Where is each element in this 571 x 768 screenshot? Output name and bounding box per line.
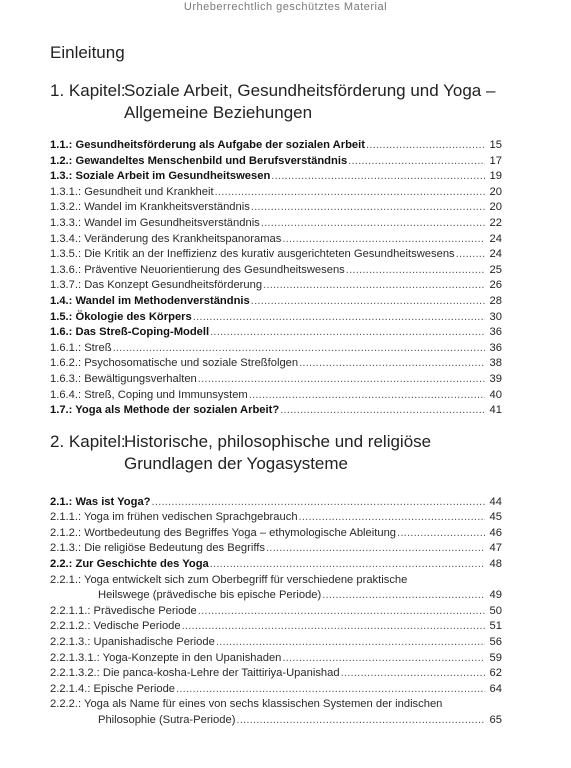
chapter-2-title-line1: Historische, philosophische und religiöse	[124, 431, 432, 451]
toc-entry	[50, 651, 502, 667]
toc-leader-dots	[299, 510, 485, 526]
toc-entry	[50, 278, 502, 294]
toc-entry-label: 2.2.1.2.: Vedische Periode	[50, 620, 181, 633]
toc-entry-label: 1.4.: Wandel im Methodenverständnis	[50, 294, 250, 307]
toc-leader-dots	[271, 169, 485, 185]
toc-entry-page: 46	[489, 526, 502, 539]
toc-entry-page: 24	[489, 248, 502, 261]
toc-entry-label: 1.6.: Das Streß-Coping-Modell	[50, 326, 210, 339]
toc-entry-label: 2.2.: Zur Geschichte des Yoga	[50, 558, 209, 571]
toc-entry	[50, 169, 502, 185]
toc-entry-page: 51	[489, 620, 502, 633]
toc-entry	[50, 325, 502, 341]
toc-entry	[50, 232, 502, 248]
toc-entry	[50, 138, 502, 154]
toc-leader-dots	[210, 325, 485, 341]
toc-entry	[50, 604, 502, 620]
toc-entry	[50, 200, 502, 216]
toc-entry	[50, 341, 502, 357]
toc-entry	[50, 557, 502, 573]
toc-entry-page: 65	[489, 714, 502, 726]
toc-leader-dots	[322, 588, 485, 604]
toc-entry	[50, 495, 502, 511]
toc-entry-page: 64	[489, 682, 502, 695]
toc-entry-label: 1.3.4.: Veränderung des Krankheitspanoramas	[50, 232, 282, 245]
toc-entry	[50, 510, 502, 526]
chapter-2-toc	[50, 495, 502, 729]
chapter-2-number: 2. Kapitel:	[50, 431, 126, 451]
toc-leader-dots	[280, 403, 485, 419]
toc-entry-page: 40	[489, 388, 502, 401]
toc-entry-label: 2.2.2.: Yoga als Name für eines von sechs klassischen Systemen der indischen	[50, 698, 443, 711]
toc-leader-dots	[397, 526, 485, 542]
toc-leader-dots	[251, 294, 485, 310]
toc-page	[50, 42, 502, 729]
toc-entry-label: 1.7.: Yoga als Methode der sozialen Arbeit?	[50, 404, 280, 417]
toc-entry	[50, 216, 502, 232]
toc-entry	[50, 619, 502, 635]
toc-entry-page: 20	[489, 201, 502, 214]
toc-entry	[50, 294, 502, 310]
toc-entry-page: 22	[489, 216, 502, 229]
chapter-2-title-line2: Grundlagen der Yogasysteme	[124, 453, 348, 473]
toc-entry-page: 38	[489, 357, 502, 370]
toc-entry-page: 56	[489, 636, 502, 649]
toc-entry-page: 48	[489, 558, 502, 571]
chapter-1-toc	[50, 138, 502, 419]
toc-leader-dots	[198, 372, 485, 388]
toc-entry	[50, 263, 502, 279]
chapter-1-title	[124, 80, 502, 124]
toc-leader-dots	[282, 651, 485, 667]
toc-entry-label: Philosophie (Sutra-Periode)	[98, 714, 236, 726]
toc-entry-label: 1.3.6.: Präventive Neuorientierung des Gesundheitswesens	[50, 263, 345, 276]
toc-entry	[50, 154, 502, 170]
toc-entry-page: 20	[489, 185, 502, 198]
chapter-2-title	[124, 431, 502, 475]
toc-entry-page: 28	[489, 294, 502, 307]
toc-entry-label: 1.3.1.: Gesundheit und Krankheit	[50, 185, 214, 198]
toc-entry	[50, 247, 502, 263]
toc-leader-dots	[210, 557, 485, 573]
toc-entry-label: 1.5.: Ökologie des Körpers	[50, 310, 192, 323]
toc-leader-dots	[198, 604, 485, 620]
toc-entry-label: 1.1.: Gesundheitsförderung als Aufgabe der sozialen Arbeit	[50, 139, 365, 151]
toc-entry	[50, 403, 502, 419]
toc-entry-label: 1.3.2.: Wandel im Krankheitsverständnis	[50, 201, 250, 214]
toc-entry-page: 15	[489, 139, 502, 151]
toc-entry	[50, 635, 502, 651]
chapter-1-number: 1. Kapitel:	[50, 81, 126, 100]
toc-leader-dots	[193, 310, 485, 326]
watermark: Urheberrechtlich geschütztes Material	[183, 1, 388, 13]
toc-entry	[50, 388, 502, 404]
toc-entry-page: 17	[489, 154, 502, 167]
toc-entry-label: 1.3.7.: Das Konzept Gesundheitsförderung	[50, 279, 263, 292]
toc-entry-label: 1.3.: Soziale Arbeit im Gesundheitswesen	[50, 170, 271, 183]
toc-leader-dots	[152, 495, 485, 511]
toc-entry-page: 59	[489, 651, 502, 664]
toc-leader-dots	[263, 278, 485, 294]
toc-entry	[50, 356, 502, 372]
toc-entry-page: 30	[489, 310, 502, 323]
toc-entry	[50, 541, 502, 557]
toc-entry-label: 2.1.: Was ist Yoga?	[50, 495, 151, 508]
toc-entry-label: 2.1.3.: Die religiöse Bedeutung des Begriffs	[50, 542, 265, 555]
toc-leader-dots	[346, 263, 485, 279]
chapter-1-title-line1: Soziale Arbeit, Gesundheitsförderung und Yoga –	[124, 81, 496, 100]
toc-entry	[50, 573, 502, 589]
toc-entry-page: 47	[489, 542, 502, 555]
toc-entry-label: 2.2.1.3.: Upanishadische Periode	[50, 636, 215, 649]
toc-entry	[50, 588, 502, 604]
toc-entry-page: 49	[489, 589, 502, 602]
toc-entry-page: 50	[489, 604, 502, 617]
toc-entry-page: 45	[489, 511, 502, 524]
toc-entry-label: 1.3.5.: Die Kritik an der Ineffizienz des kurativ ausgerichteten Gesundheitswesens	[50, 248, 455, 261]
toc-leader-dots	[236, 713, 485, 729]
toc-entry-label: 2.2.1.: Yoga entwickelt sich zum Oberbegriff für verschiedene praktische	[50, 573, 408, 586]
toc-entry-page: 62	[489, 667, 502, 680]
toc-leader-dots	[176, 682, 485, 698]
toc-leader-dots	[182, 619, 485, 635]
toc-entry	[50, 526, 502, 542]
chapter-1-heading	[50, 80, 502, 124]
toc-leader-dots	[456, 247, 485, 263]
toc-entry-label: 2.2.1.1.: Prävedische Periode	[50, 604, 197, 617]
toc-leader-dots	[261, 216, 485, 232]
toc-entry-page: 36	[489, 341, 502, 354]
toc-entry	[50, 310, 502, 326]
toc-leader-dots	[299, 356, 485, 372]
toc-entry-label: 2.2.1.3.2.: Die panca-kosha-Lehre der Taittiriya-Upanishad	[50, 667, 340, 680]
toc-entry-page: 26	[489, 279, 502, 292]
toc-entry	[50, 666, 502, 682]
toc-entry	[50, 697, 502, 713]
toc-entry	[50, 682, 502, 698]
toc-leader-dots	[215, 185, 485, 201]
toc-entry-page: 36	[489, 326, 502, 339]
toc-leader-dots	[341, 666, 485, 682]
toc-leader-dots	[366, 138, 485, 154]
toc-entry-page: 41	[489, 404, 502, 417]
toc-entry	[50, 713, 502, 729]
toc-entry-label: 2.1.2.: Wortbedeutung des Begriffes Yoga – ethymologische Ableitung	[50, 526, 397, 539]
toc-entry-label: 2.2.1.4.: Epische Periode	[50, 682, 176, 695]
toc-entry-label: 2.1.1.: Yoga im frühen vedischen Sprachgebrauch	[50, 511, 298, 524]
toc-leader-dots	[348, 154, 485, 170]
toc-entry-page: 24	[489, 232, 502, 245]
chapter-2-heading	[50, 431, 502, 475]
toc-entry	[50, 185, 502, 201]
toc-entry-page: 39	[489, 372, 502, 385]
toc-entry-label: 1.3.3.: Wandel im Gesundheitsverständnis	[50, 216, 260, 229]
intro-heading: Einleitung	[50, 43, 125, 62]
toc-leader-dots	[251, 200, 485, 216]
toc-entry-page: 44	[489, 495, 502, 508]
toc-entry-label: 1.6.1.: Streß	[50, 341, 112, 354]
toc-entry-label: 1.6.2.: Psychosomatische und soziale Streßfolgen	[50, 357, 299, 370]
toc-entry-label: 1.6.3.: Bewältigungsverhalten	[50, 372, 197, 385]
toc-entry-label: 1.2.: Gewandeltes Menschenbild und Berufsverständnis	[50, 154, 348, 167]
toc-entry-page: 19	[489, 170, 502, 183]
toc-leader-dots	[216, 635, 485, 651]
toc-leader-dots	[249, 388, 485, 404]
toc-leader-dots	[282, 232, 485, 248]
toc-entry-label: 2.2.1.3.1.: Yoga-Konzepte in den Upanishaden	[50, 651, 282, 664]
toc-entry	[50, 372, 502, 388]
toc-entry-page: 25	[489, 263, 502, 276]
chapter-1-title-line2: Allgemeine Beziehungen	[124, 103, 313, 122]
toc-entry-label: Heilswege (prävedische bis epische Periode)	[98, 589, 322, 602]
toc-leader-dots	[266, 541, 485, 557]
toc-leader-dots	[113, 341, 485, 357]
toc-entry-label: 1.6.4.: Streß, Coping und Immunsystem	[50, 388, 248, 401]
